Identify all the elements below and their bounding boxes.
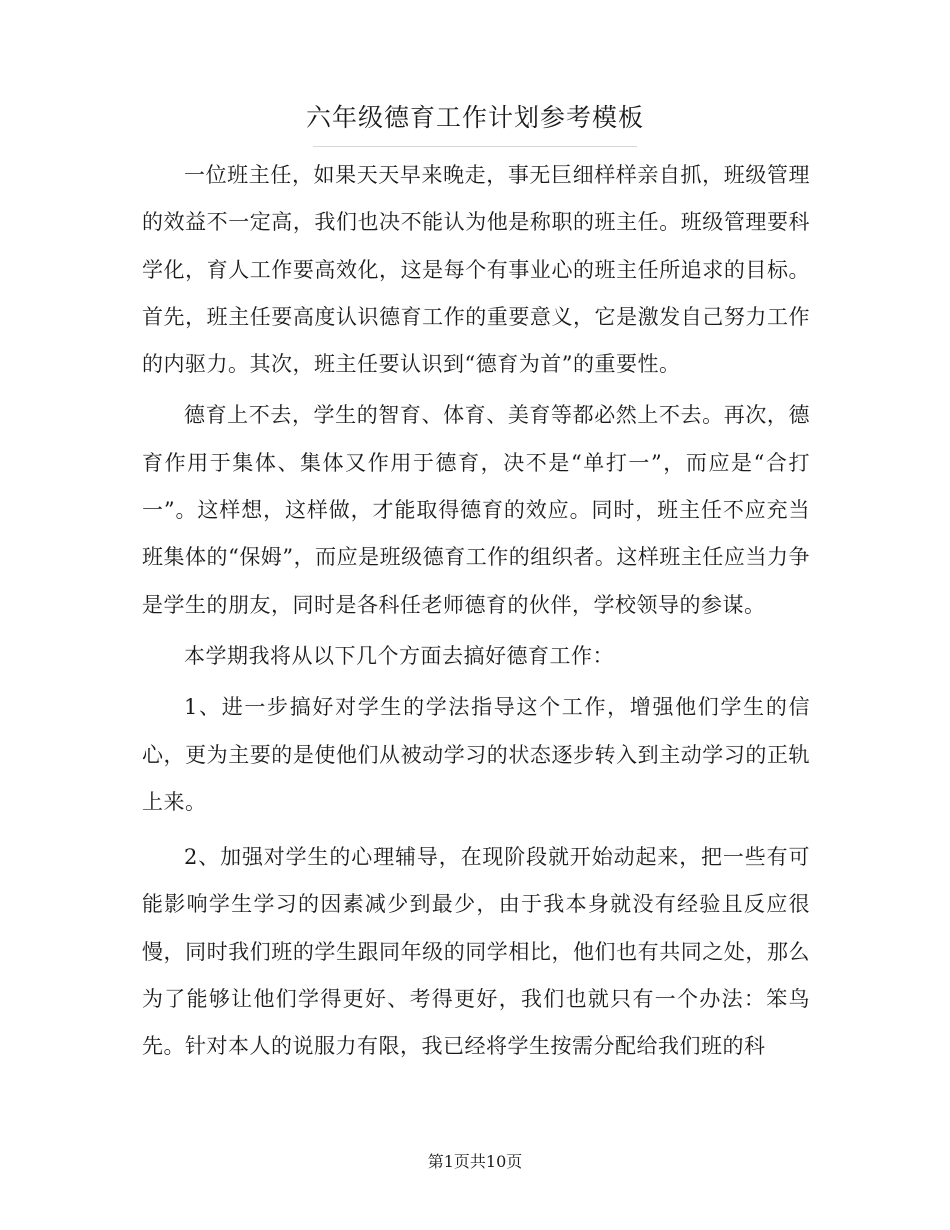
paragraph: 本学期我将从以下几个方面去搞好德育工作： bbox=[184, 643, 614, 668]
paragraph: 2、加强对学生的心理辅导，在现阶段就开始动起来，把一些有可能影响学生学习的因素减少到最少，由于我本身就没有经验且反应很慢，同时我们班的学生跟同年级的同学相比，他们也有共同之处，那么为了能够让他们学得更好、考得更好，我们也就只有一个办法：笨鸟先。针对本人的说服力有限，我已经将学生按需分配给我们班的科 bbox=[142, 845, 810, 1059]
document-body bbox=[142, 152, 810, 1071]
title-underline bbox=[313, 146, 637, 147]
document-title: 六年级德育工作计划参考模板 bbox=[305, 103, 644, 132]
page-footer: 第1页共10页 bbox=[427, 1152, 523, 1171]
paragraph: 德育上不去，学生的智育、体育、美育等都必然上不去。再次，德育作用于集体、集体又作用于德育，决不是“单打一”，而应是“合打一”。这样想，这样做，才能取得德育的效应。同时，班主任不应充当班集体的“保姆”，而应是班级德育工作的组织者。这样班主任应当力争是学生的朋友，同时是各科任老师德育的伙伴，学校领导的参谋。 bbox=[142, 403, 810, 617]
paragraph: 一位班主任，如果天天早来晚走，事无巨细样样亲自抓，班级管理的效益不一定高，我们也决不能认为他是称职的班主任。班级管理要科学化，育人工作要高效化，这是每个有事业心的班主任所追求的目标。首先，班主任要高度认识德育工作的重要意义，它是激发自己努力工作的内驱力。其次，班主任要认识到“德育为首”的重要性。 bbox=[142, 163, 810, 377]
paragraph: 1、进一步搞好对学生的学法指导这个工作，增强他们学生的信心，更为主要的是使他们从被动学习的状态逐步转入到主动学习的正轨上来。 bbox=[142, 695, 810, 814]
